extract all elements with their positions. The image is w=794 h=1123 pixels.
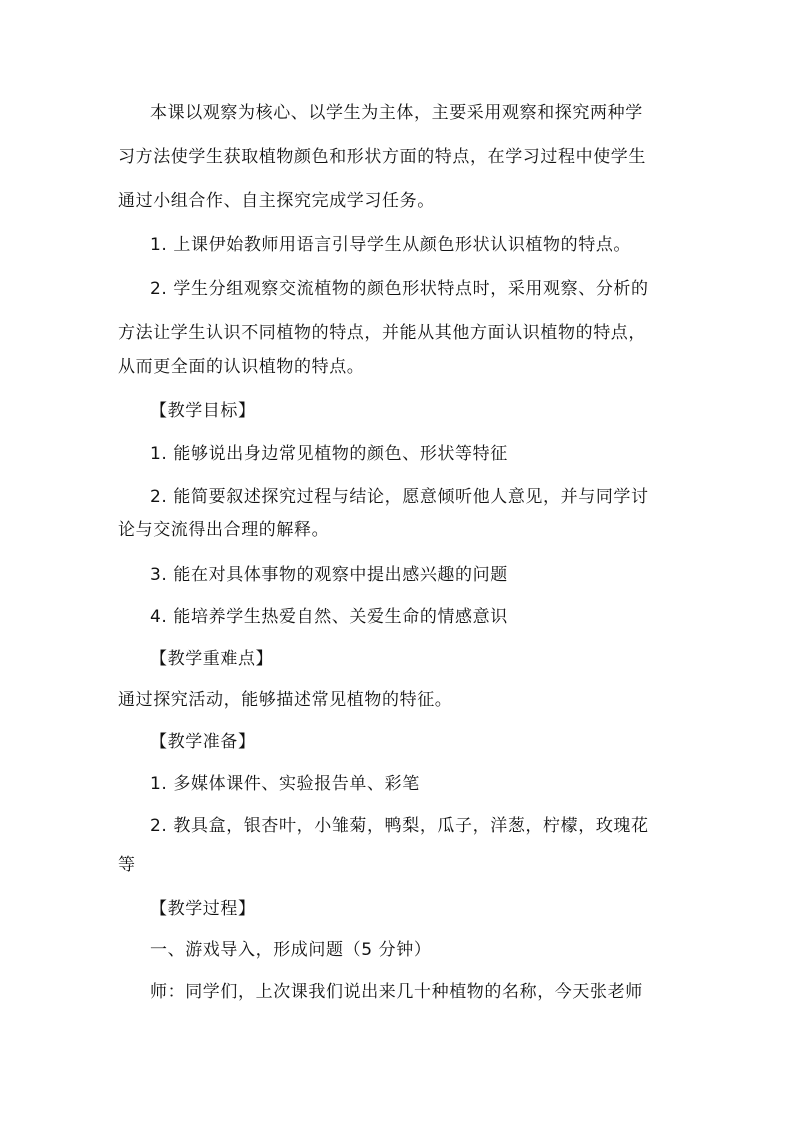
- prep-item-1: 1. 多媒体课件、实验报告单、彩笔: [150, 774, 420, 794]
- heading-preparation: 【教学准备】: [150, 732, 256, 752]
- method-item-2-line-2: 方法让学生认识不同植物的特点，并能从其他方面认识植物的特点，: [118, 323, 646, 343]
- intro-line-2: 习方法使学生获取植物颜色和形状方面的特点，在学习过程中使学生: [118, 147, 646, 167]
- intro-line-3: 通过小组合作、自主探究完成学习任务。: [118, 191, 435, 211]
- heading-teaching-goals: 【教学目标】: [150, 401, 256, 421]
- prep-item-2-line-2: 等: [118, 855, 136, 875]
- heading-teaching-process: 【教学过程】: [150, 899, 256, 919]
- goal-item-2-line-2: 论与交流得出合理的解释。: [118, 520, 330, 540]
- goal-item-1: 1. 能够说出身边常见植物的颜色、形状等特征: [150, 444, 508, 464]
- process-section-1-title: 一、游戏导入，形成问题（5 分钟）: [150, 940, 432, 960]
- method-item-1: 1. 上课伊始教师用语言引导学生从颜色形状认识植物的特点。: [150, 235, 632, 255]
- intro-line-1: 本课以观察为核心、以学生为主体，主要采用观察和探究两种学: [150, 103, 643, 123]
- goal-item-3: 3. 能在对具体事物的观察中提出感兴趣的问题: [150, 565, 508, 585]
- prep-item-2-line-1: 2. 教具盒，银杏叶，小雏菊，鸭梨，瓜子，洋葱，柠檬，玫瑰花: [150, 816, 649, 836]
- goal-item-4: 4. 能培养学生热爱自然、关爱生命的情感意识: [150, 607, 508, 627]
- heading-key-difficulties: 【教学重难点】: [150, 649, 274, 669]
- process-text-line-1: 师：同学们，上次课我们说出来几十种植物的名称，今天张老师: [150, 982, 643, 1002]
- method-item-2-line-1: 2. 学生分组观察交流植物的颜色形状特点时，采用观察、分析的: [150, 279, 649, 299]
- goal-item-2-line-1: 2. 能简要叙述探究过程与结论，愿意倾听他人意见，并与同学讨: [150, 487, 649, 507]
- key-difficulty-text: 通过探究活动，能够描述常见植物的特征。: [118, 690, 453, 710]
- method-item-2-line-3: 从而更全面的认识植物的特点。: [118, 357, 365, 377]
